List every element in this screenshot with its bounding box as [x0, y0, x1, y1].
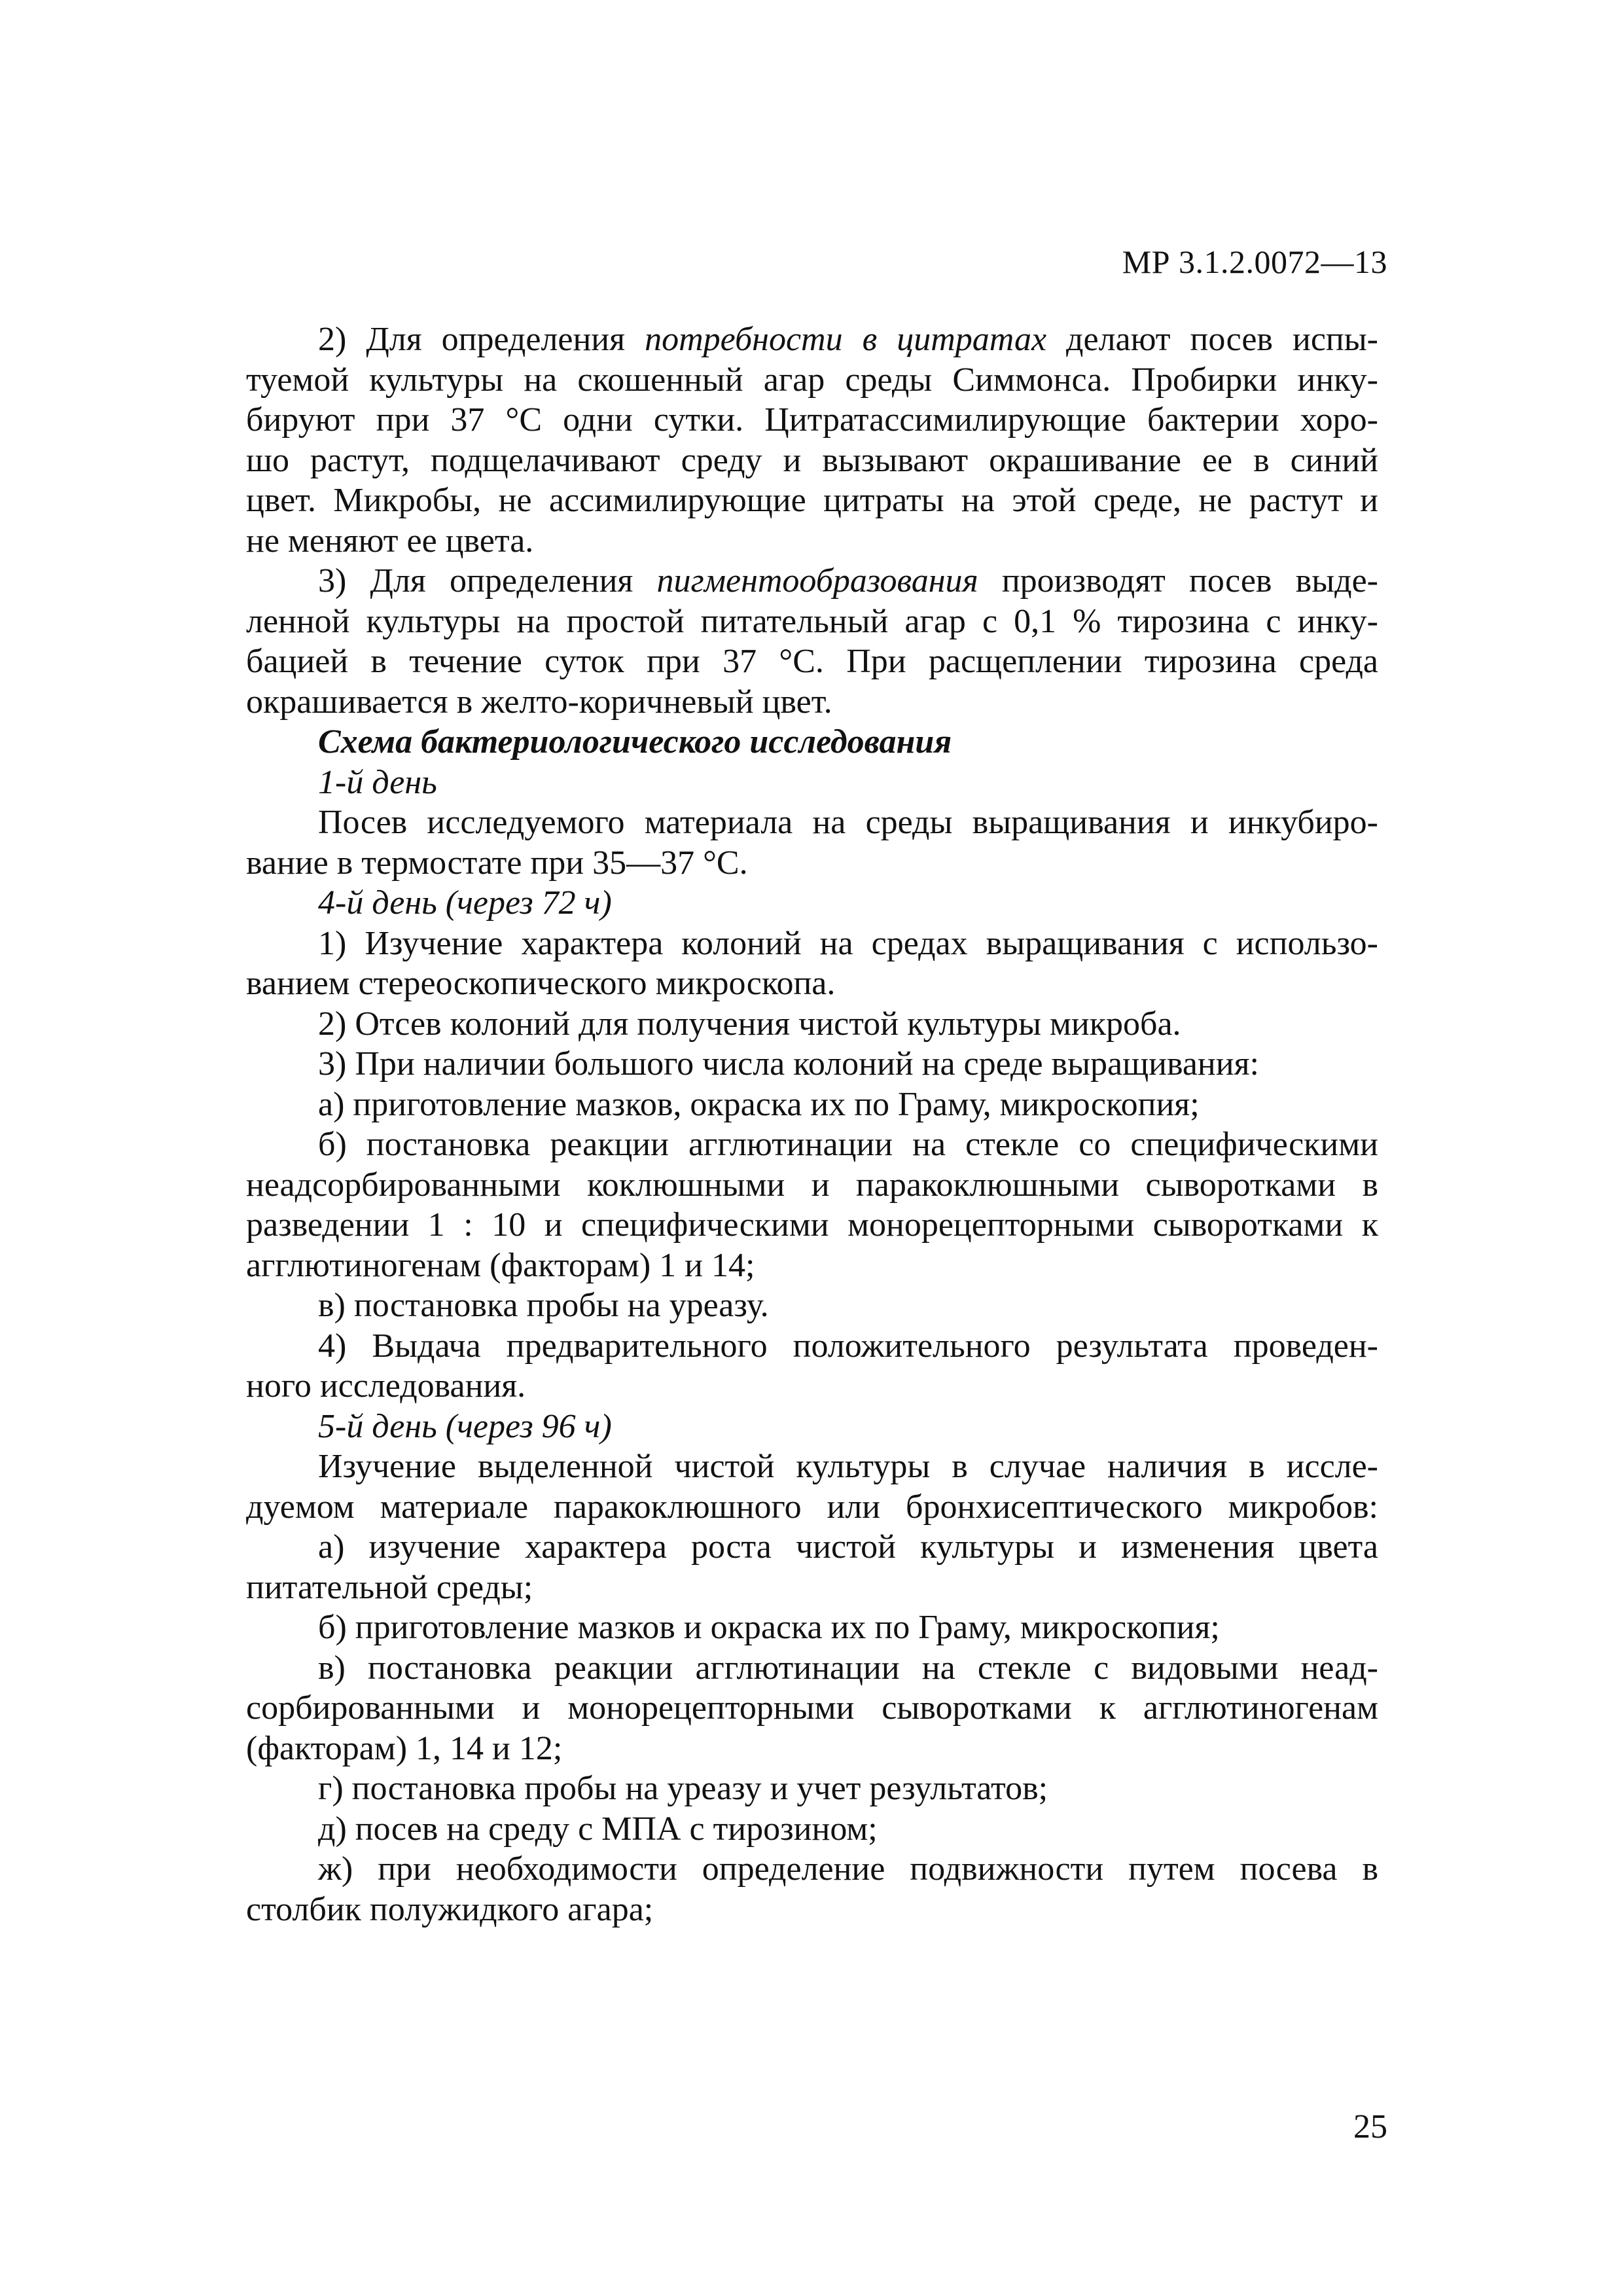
- text-line: [246, 319, 1378, 360]
- text-segment: в) постановка пробы на уреазу.: [318, 1287, 769, 1324]
- text-segment: бируют при 37 °С одни сутки. Цитратассимилирующие бактерии хоро-: [246, 401, 1378, 439]
- text-line: [246, 480, 1378, 521]
- text-segment: вание в термостате при 35—37 °С.: [246, 844, 748, 882]
- text-segment: б) постановка реакции агглютинации на стекле со специфическими: [318, 1126, 1378, 1163]
- text-line: [246, 1044, 1378, 1085]
- text-segment: окрашивается в желто-коричневый цвет.: [246, 683, 832, 721]
- text-line: [246, 1607, 1378, 1648]
- text-segment: Посев исследуемого материала на среды выращивания и инкубиро-: [318, 804, 1378, 841]
- text-segment: сорбированными и монорецепторными сыворотками к агглютиногенам: [246, 1689, 1378, 1727]
- text-line: [246, 963, 1378, 1004]
- text-line: [246, 1205, 1378, 1246]
- text-line: [246, 1768, 1378, 1809]
- text-segment: ленной культуры на простой питательный агар с 0,1 % тирозина с инку-: [246, 602, 1378, 640]
- text-segment: бацией в течение суток при 37 °С. При расщеплении тирозина среда: [246, 643, 1378, 680]
- text-line: [246, 521, 1378, 562]
- text-line: [246, 561, 1378, 601]
- text-line: [246, 843, 1378, 884]
- text-line: [246, 1004, 1378, 1045]
- text-line: [246, 1446, 1378, 1487]
- italic-text: потребности в цитратах: [645, 321, 1047, 358]
- text-line: [246, 400, 1378, 440]
- text-line: [246, 762, 1378, 803]
- italic-text: 1-й день: [318, 763, 437, 801]
- text-line: [246, 641, 1378, 682]
- text-line: [246, 1688, 1378, 1729]
- text-line: [246, 1568, 1378, 1608]
- italic-text: 5-й день (через 96 ч): [318, 1407, 612, 1445]
- text-line: [246, 1085, 1378, 1125]
- text-segment: в) постановка реакции агглютинации на стекле с видовыми неад-: [318, 1649, 1378, 1687]
- section-heading: [246, 722, 1378, 762]
- text-segment: неадсорбированными коклюшными и паракоклюшными сыворотками в: [246, 1166, 1378, 1204]
- text-segment: а) изучение характера роста чистой культуры и изменения цвета: [318, 1528, 1378, 1566]
- text-line: [246, 1407, 1378, 1447]
- text-line: [246, 1326, 1378, 1367]
- text-line: [246, 883, 1378, 924]
- text-segment: не меняют ее цвета.: [246, 522, 534, 560]
- text-segment: цвет. Микробы, не ассимилирующие цитраты на этой среде, не растут и: [246, 482, 1378, 519]
- text-segment: ного исследования.: [246, 1367, 526, 1405]
- text-line: [246, 1285, 1378, 1326]
- text-segment: разведении 1 : 10 и специфическими монорецепторными сыворотками к: [246, 1206, 1378, 1244]
- heading-text: Схема бактериологического исследования: [318, 723, 952, 761]
- text-line: [246, 682, 1378, 723]
- text-line: [246, 360, 1378, 401]
- text-line: [246, 1809, 1378, 1850]
- text-line: [246, 1165, 1378, 1206]
- text-segment: д) посев на среду с МПА с тирозином;: [318, 1810, 878, 1848]
- text-segment: Изучение выделенной чистой культуры в случае наличия в иссле-: [318, 1448, 1378, 1485]
- text-segment: питательной среды;: [246, 1568, 533, 1606]
- page-number: 25: [1353, 2108, 1387, 2145]
- text-segment: агглютиногенам (факторам) 1 и 14;: [246, 1246, 755, 1284]
- text-line: [246, 1890, 1378, 1930]
- text-segment: 2) Для определения: [318, 321, 645, 358]
- text-segment: производят посев выде-: [978, 562, 1378, 600]
- document-body-text: [246, 319, 1378, 1929]
- text-line: [246, 802, 1378, 843]
- text-segment: делают посев испы-: [1046, 321, 1378, 358]
- text-segment: 3) При наличии большого числа колоний на среде выращивания:: [318, 1045, 1259, 1083]
- text-line: [246, 1648, 1378, 1689]
- text-segment: шо растут, подщелачивают среду и вызывают окрашивание ее в синий: [246, 441, 1378, 479]
- text-segment: дуемом материале паракоклюшного или бронхисептического микробов:: [246, 1488, 1378, 1526]
- text-segment: 1) Изучение характера колоний на средах выращивания с использо-: [318, 924, 1378, 962]
- text-line: [246, 1487, 1378, 1528]
- text-segment: 4) Выдача предварительного положительного результата проведен-: [318, 1327, 1378, 1365]
- text-line: [246, 1246, 1378, 1286]
- text-segment: ж) при необходимости определение подвижности путем посева в: [318, 1850, 1378, 1888]
- italic-text: пигментообразования: [656, 562, 978, 600]
- text-segment: столбик полужидкого агара;: [246, 1890, 654, 1928]
- italic-text: 4-й день (через 72 ч): [318, 884, 612, 922]
- text-segment: б) приготовление мазков и окраска их по Граму, микроскопия;: [318, 1609, 1220, 1646]
- document-number-header: МР 3.1.2.0072—13: [1122, 243, 1387, 280]
- text-line: [246, 440, 1378, 481]
- text-segment: а) приготовление мазков, окраска их по Граму, микроскопия;: [318, 1085, 1200, 1123]
- text-line: [246, 601, 1378, 642]
- text-segment: г) постановка пробы на уреазу и учет результатов;: [318, 1770, 1048, 1807]
- text-segment: 2) Отсев колоний для получения чистой культуры микроба.: [318, 1005, 1181, 1043]
- text-segment: туемой культуры на скошенный агар среды Симмонса. Пробирки инку-: [246, 361, 1378, 399]
- text-segment: (факторам) 1, 14 и 12;: [246, 1729, 563, 1767]
- text-line: [246, 1729, 1378, 1769]
- text-segment: 3) Для определения: [318, 562, 657, 600]
- text-line: [246, 1849, 1378, 1890]
- text-line: [246, 1124, 1378, 1165]
- text-line: [246, 924, 1378, 964]
- text-line: [246, 1366, 1378, 1407]
- text-line: [246, 1527, 1378, 1568]
- text-segment: ванием стереоскопического микроскопа.: [246, 965, 836, 1002]
